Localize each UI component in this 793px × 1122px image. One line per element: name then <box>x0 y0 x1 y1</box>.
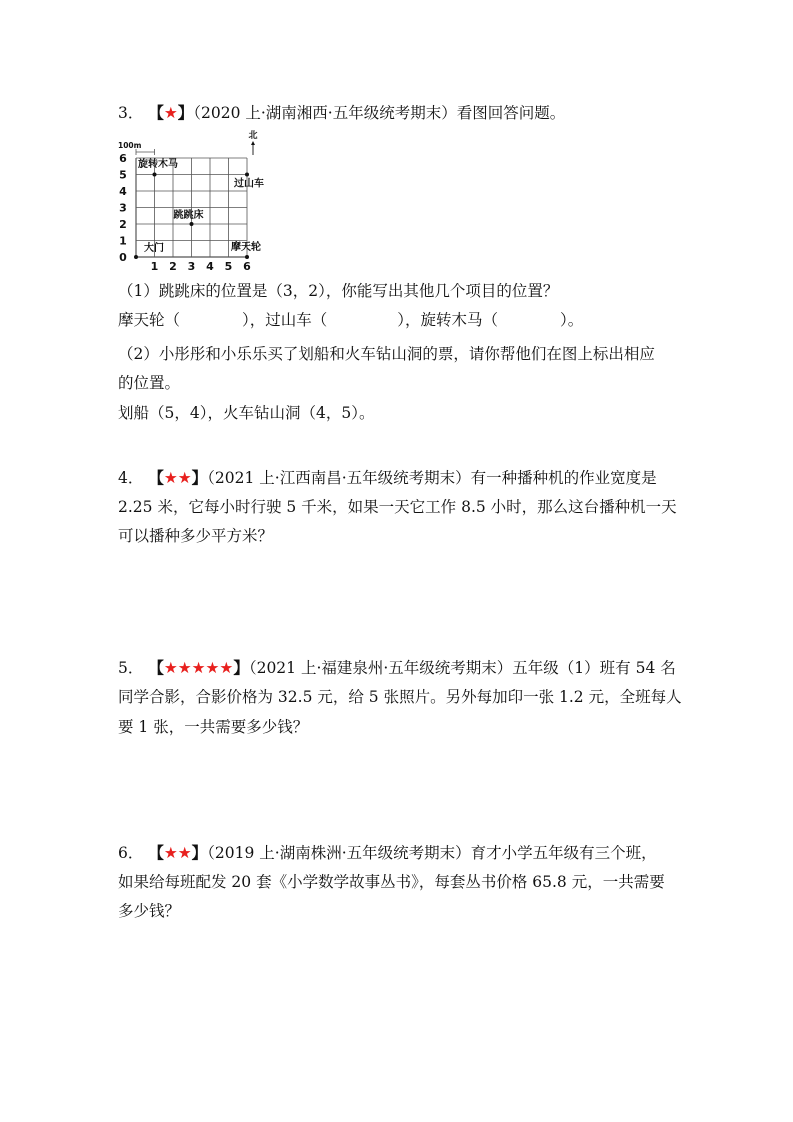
map-point-label: 跳跳床 <box>173 210 204 221</box>
map-point <box>153 173 157 177</box>
q6-number: 6． <box>118 844 144 862</box>
y-tick-label: 1 <box>119 234 127 248</box>
q3-part2-line1: （2）小彤彤和小乐乐买了划船和火车钻山洞的票，请你帮他们在图上标出相应 <box>118 345 655 363</box>
q4-heading <box>118 468 657 488</box>
q4-line3: 可以播种多少平方米？ <box>118 527 274 545</box>
q3-bracket-open: 【 <box>148 103 164 122</box>
q4-source: （2021 上·江西南昌·五年级统考期末）有一种播种机的作业宽度是 <box>207 469 657 487</box>
q6-source: （2019 上·湖南株洲·五年级统考期末）育才小学五年级有三个班， <box>207 844 657 862</box>
map-point <box>245 173 249 177</box>
star-rating-icon: ★★★★★ <box>163 659 234 677</box>
q5-bracket-close: 】 <box>233 658 249 677</box>
north-label: 北 <box>248 131 258 141</box>
q5-number: 5． <box>118 659 144 677</box>
star-rating-icon: ★★ <box>163 844 192 862</box>
q3-number: 3． <box>118 104 144 122</box>
q3-part2-line2: 的位置。 <box>118 374 181 392</box>
q4-number: 4． <box>118 469 144 487</box>
coordinate-grid-map <box>112 128 292 276</box>
q6-heading <box>118 843 657 863</box>
q3-answer-line <box>118 310 583 330</box>
map-point-label: 大门 <box>144 243 164 254</box>
q5-source: （2021 上·福建泉州·五年级统考期末）五年级（1）班有 54 名 <box>248 659 676 677</box>
q4-bracket-close: 】 <box>191 468 208 487</box>
y-tick-label: 6 <box>119 152 127 165</box>
map-point <box>134 255 138 259</box>
ferris-wheel-label: 摩天轮（ <box>118 311 181 329</box>
star-rating-icon: ★★ <box>163 469 192 487</box>
map-point <box>245 255 249 259</box>
answer-line-end: ）。 <box>560 311 584 329</box>
map-point-label: 过山车 <box>234 178 264 190</box>
q4-line2: 2.25 米，它每小时行驶 5 千米，如果一天它工作 8.5 小时，那么这台播种机一天 <box>118 498 677 516</box>
y-tick-label: 0 <box>119 251 127 264</box>
y-tick-label: 3 <box>119 201 127 215</box>
q3-part1: （1）跳跳床的位置是（3，2），你能写出其他几个项目的位置？ <box>118 282 559 300</box>
q3-heading <box>118 103 565 123</box>
q3-part2-line3: 划船（5，4），火车钻山洞（4，5）。 <box>118 404 375 422</box>
north-arrow-head-icon <box>251 141 255 145</box>
map-point-label: 摩天轮 <box>231 242 261 253</box>
x-tick-label: 6 <box>243 260 251 273</box>
q4-bracket-open: 【 <box>148 468 164 487</box>
x-tick-label: 3 <box>187 260 196 273</box>
y-tick-label: 2 <box>119 218 127 231</box>
y-tick-label: 4 <box>119 185 127 198</box>
q5-heading <box>118 658 676 678</box>
x-tick-label: 1 <box>150 260 159 273</box>
y-tick-label: 5 <box>119 168 127 182</box>
x-tick-label: 4 <box>206 260 214 273</box>
x-tick-label: 2 <box>169 260 177 273</box>
q5-line3: 要 1 张，一共需要多少钱？ <box>118 718 309 736</box>
q6-line3: 多少钱？ <box>118 902 181 920</box>
carousel-label: ），旋转木马（ <box>397 311 499 329</box>
q5-line2: 同学合影，合影价格为 32.5 元，给 5 张照片。另外每加印一张 1.2 元，全班每人 <box>118 688 682 706</box>
q3-bracket-close: 】 <box>177 103 194 122</box>
roller-coaster-label: ），过山车（ <box>242 311 328 329</box>
map-point-label: 旋转木马 <box>138 159 178 170</box>
q6-bracket-close: 】 <box>191 843 208 862</box>
q5-bracket-open: 【 <box>148 658 164 677</box>
q3-source: （2020 上·湖南湘西·五年级统考期末）看图回答问题。 <box>193 104 566 122</box>
q6-line2: 如果给每班配发 20 套《小学数学故事丛书》，每套丛书价格 65.8 元，一共需要 <box>118 873 665 891</box>
scale-label: 100m <box>118 141 142 150</box>
x-tick-label: 5 <box>224 260 233 273</box>
q6-bracket-open: 【 <box>148 843 164 862</box>
map-point <box>190 222 194 226</box>
star-rating-icon: ★ <box>163 104 178 122</box>
